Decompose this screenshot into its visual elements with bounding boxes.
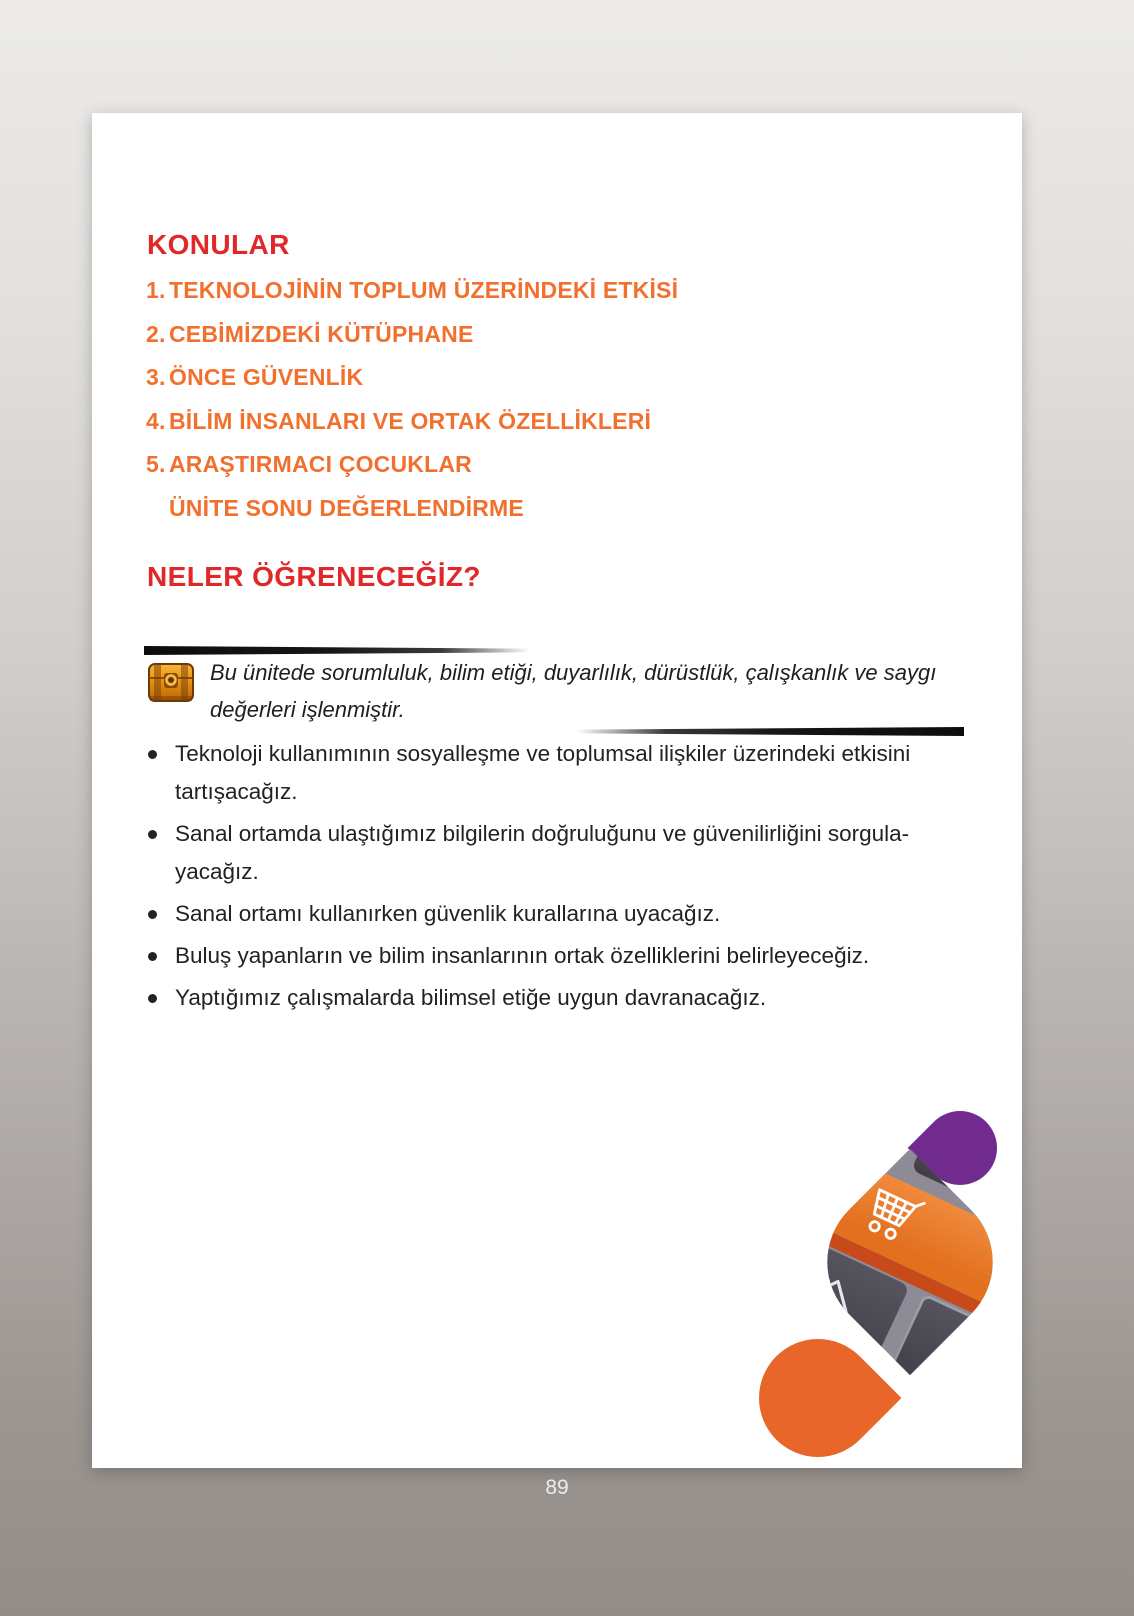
topic-item — [146, 408, 986, 452]
enter-return-icon — [984, 1263, 1022, 1306]
bullet-dot-icon — [148, 994, 157, 1003]
bullet-text: Buluş yapanların ve bilim insanlarının ortak özelliklerini belirleyeceğiz. — [175, 943, 870, 968]
arrow-key — [886, 1293, 1004, 1375]
topic-number: 3. — [146, 364, 166, 390]
topic-item — [146, 451, 986, 495]
konular-heading: KONULAR — [147, 229, 290, 260]
topic-item — [146, 364, 986, 408]
bullet-item — [145, 815, 947, 891]
topic-label: ÖNCE GÜVENLİK — [169, 364, 364, 390]
topic-label: BİLİM İNSANLARI VE ORTAK ÖZELLİKLERİ — [169, 407, 652, 434]
topic-label: CEBİMİZDEKİ KÜTÜPHANE — [169, 320, 474, 347]
bullet-item — [145, 735, 947, 811]
topic-number: 5. — [146, 451, 166, 477]
topic-label: ÜNİTE SONU DEĞERLENDİRME — [169, 494, 524, 521]
topic-item — [146, 277, 986, 321]
bullet-item — [145, 979, 947, 1017]
bullet-list — [145, 735, 947, 1021]
topic-number: 4. — [146, 407, 166, 434]
bullet-dot-icon — [148, 750, 157, 759]
topic-label: TEKNOLOJİNİN TOPLUM ÜZERİNDEKİ ETKİSİ — [169, 277, 679, 303]
bullet-item — [145, 937, 947, 975]
keyboard-key — [797, 1149, 922, 1164]
topic-list — [146, 277, 986, 538]
bullet-text: Sanal ortamı kullanırken güvenlik kurallarına uyacağız. — [175, 901, 721, 926]
topic-item — [146, 495, 986, 539]
topic-number: 1. — [146, 277, 166, 303]
page-number: 89 — [545, 1476, 569, 1499]
bullet-text: Sanal ortamda ulaştığımız bilgilerin doğruluğunu ve güvenilirliğini sorgulayacağız. — [175, 821, 910, 884]
values-note: Bu ünitede sorumluluk, bilim etiği, duyarlılık, dürüstlük, çalışkanlık ve saygı değerleri işlenmiştir. — [210, 660, 937, 722]
topic-item — [146, 321, 986, 365]
bullet-dot-icon — [148, 910, 157, 919]
treasure-chest-icon — [147, 659, 195, 705]
bullet-dot-icon — [148, 830, 157, 839]
topic-number: 2. — [146, 320, 166, 347]
bullet-item — [145, 895, 947, 933]
bullet-text: Teknoloji kullanımının sosyalleşme ve toplumsal ilişkiler üzerindeki etkisini tartışacağız. — [175, 741, 911, 804]
triangle-up-icon — [933, 1348, 953, 1366]
shopping-cart-icon — [849, 1176, 935, 1259]
shift-arrow-icon — [797, 1270, 860, 1345]
bullet-dot-icon — [148, 952, 157, 961]
neler-heading: NELER ÖĞRENECEĞİZ? — [147, 561, 481, 592]
topic-label: ARAŞTIRMACI ÇOCUKLAR — [169, 451, 472, 477]
textbook-page — [92, 113, 1022, 1468]
bullet-text: Yaptığımız çalışmalarda bilimsel etiğe uygun davranacağız. — [175, 985, 767, 1010]
